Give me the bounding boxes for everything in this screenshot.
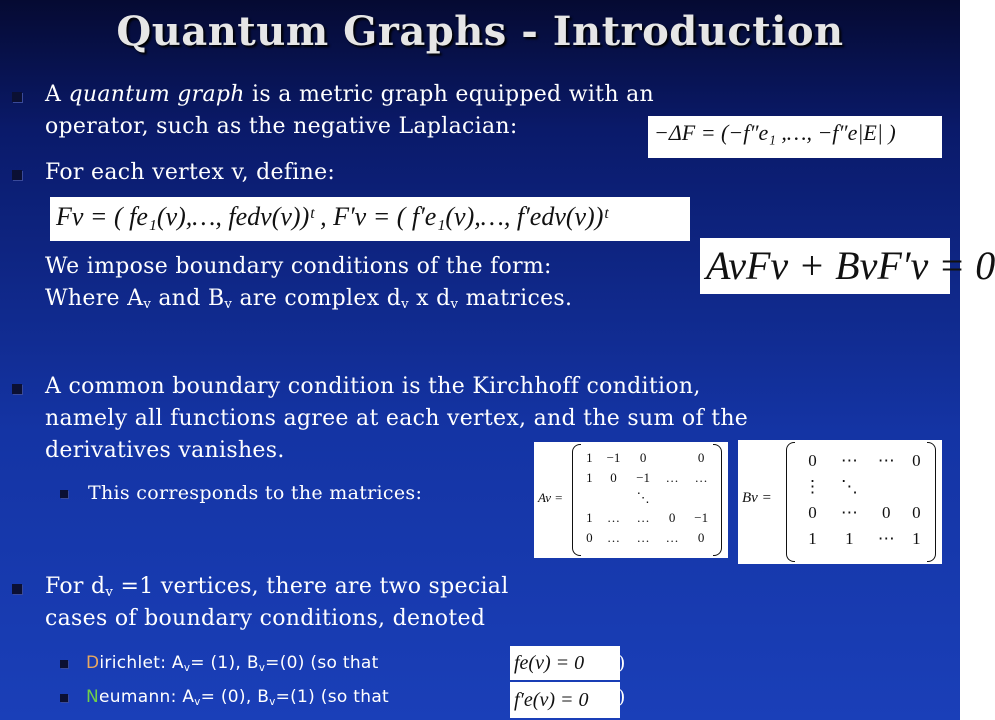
matrix-cell: 0 xyxy=(697,450,705,465)
matrix-cell: ⋱ xyxy=(636,490,650,505)
matrix-row xyxy=(794,500,928,526)
matrix-row xyxy=(580,488,716,508)
matrix-b-table xyxy=(794,448,928,552)
matrix-row xyxy=(580,448,716,468)
matrix-cell xyxy=(580,488,599,508)
bullet-4-line-1: For $d_v =1$ vertices, there are two special xyxy=(45,574,509,600)
neumann-close-paren: ) xyxy=(618,686,626,708)
neumann-equation: f′e(v) = 0 xyxy=(510,682,620,718)
sub-bullet-marker xyxy=(60,694,68,702)
matrix-a xyxy=(534,442,728,558)
matrix-cell: 0 xyxy=(882,503,891,522)
laplacian-equation: −ΔF = (−f″e₁ ,…, −f″e|E| ) xyxy=(648,116,942,158)
matrix-cell: −1 xyxy=(694,510,709,525)
matrix-cell xyxy=(658,488,686,508)
matrix-cell: … xyxy=(606,510,620,525)
bullet-marker xyxy=(12,584,22,594)
bullet-4-line-2: cases of boundary conditions, denoted xyxy=(45,606,486,631)
matrix-cell: 0 xyxy=(697,530,705,545)
bullet-2-text: For each vertex v, define: xyxy=(45,160,336,185)
matrix-cell: … xyxy=(636,530,650,545)
matrix-cell xyxy=(599,488,629,508)
matrix-row xyxy=(580,508,716,528)
matrix-cell: 0 xyxy=(610,470,617,485)
bullet-1-line-1: A quantum graph is a metric graph equipped with an xyxy=(45,82,654,107)
matrix-a-label: Av = xyxy=(538,490,564,505)
bullet-marker xyxy=(12,170,22,180)
matrix-row xyxy=(580,528,716,548)
matrix-cell: −1 xyxy=(606,450,621,465)
matrix-row xyxy=(794,526,928,552)
matrix-cell: 0 xyxy=(639,450,647,465)
matrix-a-table xyxy=(580,448,716,548)
matrix-cell xyxy=(905,474,928,500)
vertex-vector-equation: Fv = ( fe₁(v),…, fedv(v))ᵗ , F′v = ( f′e₁(v),…, f′edv(v))ᵗ xyxy=(50,197,690,241)
bullet-1-line-2: operator, such as the negative Laplacian: xyxy=(45,114,518,139)
neumann-line: Neumann: $A_v= (0)$, $B_v=(1)$ (so that xyxy=(86,687,390,708)
matrix-cell: … xyxy=(665,470,679,485)
bc-line-2: Where $A_v$ and $B_v$ are complex $d_v$ x $d_v$ matrices. xyxy=(45,286,573,312)
bullet-marker xyxy=(12,384,22,394)
matrix-cell: 0 xyxy=(912,451,921,470)
matrix-cell: 1 xyxy=(586,470,593,485)
matrix-cell: 1 xyxy=(845,529,854,548)
matrix-row xyxy=(794,448,928,474)
matrix-row xyxy=(580,468,716,488)
matrix-cell: −1 xyxy=(636,470,651,485)
matrix-cell xyxy=(868,474,905,500)
slide-title: Quantum Graphs - Introduction xyxy=(116,8,844,55)
dirichlet-close-paren: ) xyxy=(618,652,626,674)
matrix-cell: ⋯ xyxy=(877,451,895,470)
matrix-cell: 0 xyxy=(586,530,593,545)
matrix-cell: 1 xyxy=(808,529,817,548)
matrix-cell: 1 xyxy=(586,450,593,465)
matrix-cell: … xyxy=(636,510,650,525)
matrix-cell: ⋱ xyxy=(840,477,858,496)
matrix-cell: ⋯ xyxy=(840,503,858,522)
boundary-condition-equation: AvFv + BvF′v = 0 xyxy=(700,238,950,294)
matrix-cell xyxy=(658,448,686,468)
matrix-cell: … xyxy=(606,530,620,545)
sub-bullet-marker xyxy=(60,490,68,498)
matrix-cell: 0 xyxy=(668,510,676,525)
matrix-cell: 0 xyxy=(912,503,921,522)
matrix-cell: 1 xyxy=(912,529,921,548)
matrix-cell: 0 xyxy=(808,503,817,522)
matrix-cell: 0 xyxy=(808,451,817,470)
matrix-cell: … xyxy=(694,470,708,485)
matrix-cell: ⋯ xyxy=(877,529,895,548)
matrix-cell: ⋮ xyxy=(803,477,821,496)
matrix-cell: … xyxy=(665,530,679,545)
kirchhoff-matrices-text: This corresponds to the matrices: xyxy=(88,482,423,504)
matrix-cell xyxy=(686,488,716,508)
bullet-3-line-1: A common boundary condition is the Kirchhoff condition, xyxy=(45,374,701,399)
matrix-b-label: Bv = xyxy=(742,490,772,506)
bullet-marker xyxy=(12,92,22,102)
sub-bullet-marker xyxy=(60,660,68,668)
dirichlet-line: Dirichlet: $A_v= (1)$, $B_v=(0)$ (so that xyxy=(86,653,379,674)
bullet-3-line-2: namely all functions agree at each vertex, and the sum of the xyxy=(45,406,749,431)
dirichlet-equation: fe(v) = 0 xyxy=(510,646,620,680)
matrix-b xyxy=(738,440,942,564)
matrix-cell: ⋯ xyxy=(840,451,858,470)
matrix-cell: 1 xyxy=(586,510,593,525)
bc-line-1: We impose boundary conditions of the form: xyxy=(45,254,552,279)
bullet-3-line-3: derivatives vanishes. xyxy=(45,438,285,463)
matrix-row xyxy=(794,474,928,500)
